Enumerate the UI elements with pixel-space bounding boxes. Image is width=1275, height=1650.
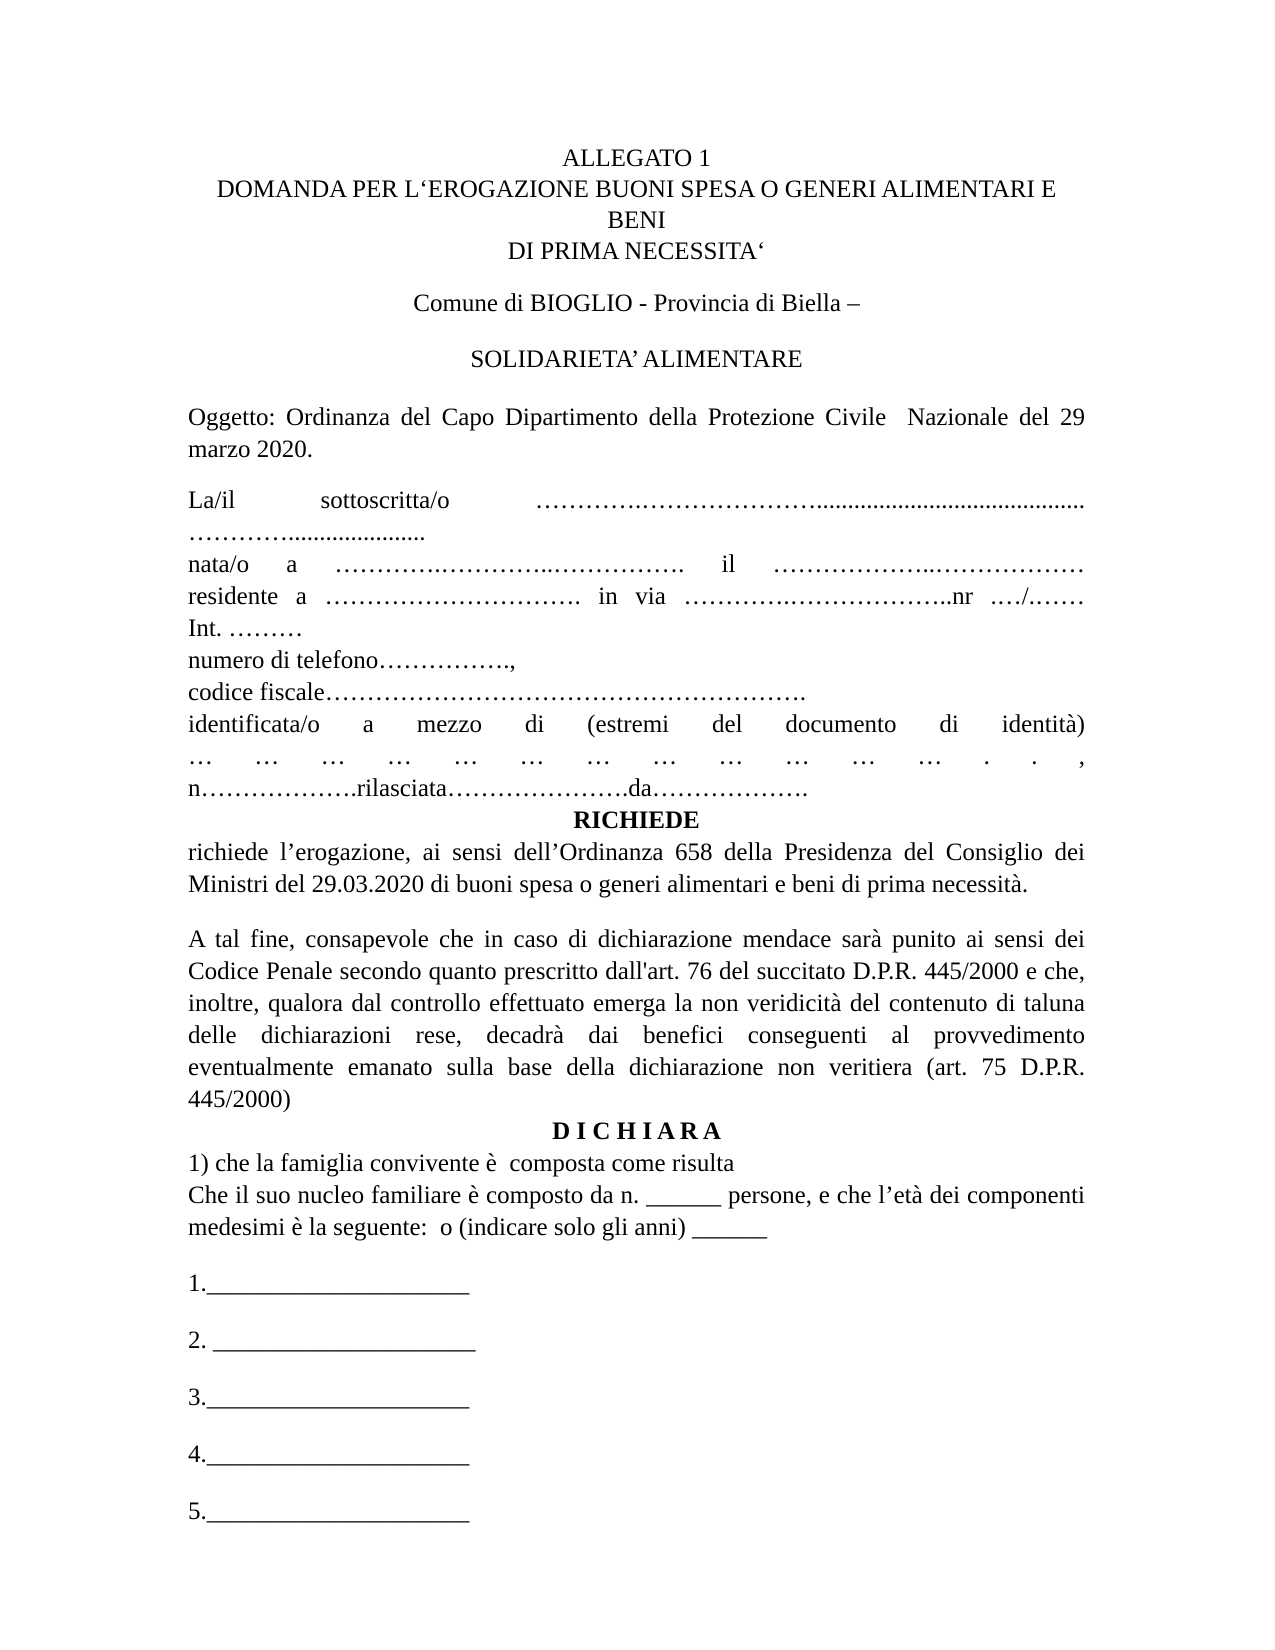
document-title-block	[188, 143, 1085, 267]
program-heading: SOLIDARIETA’ ALIMENTARE	[470, 346, 803, 373]
applicant-name-line: La/il sottoscritta/o ………….…………………...........................................	[188, 487, 1085, 514]
id-issue-line: n……………….rilasciata………………….da……………….	[188, 775, 809, 802]
fiscal-code-line: codice fiscale………………………………………………….	[188, 679, 806, 706]
doc-title-line-3: BENI	[607, 207, 666, 234]
richiede-heading: RICHIEDE	[573, 807, 700, 834]
household-member-line: 4._____________________	[188, 1441, 470, 1468]
applicant-name-line-2: …………......................	[188, 519, 426, 546]
birth-line: nata/o a ………….…………..……………. il ………………..………………	[188, 551, 1085, 578]
richiede-paragraph: richiede l’erogazione, ai sensi dell’Ordinanza 658 della Presidenza del Consiglio dei Ministri del 29.03.2020 di buoni spesa o generi alimentari e beni di prima necessità.	[188, 839, 1085, 898]
interior-line: Int. ………	[188, 615, 304, 642]
liability-paragraph: A tal fine, consapevole che in caso di dichiarazione mendace sarà punito ai sensi dei Codice Penale secondo quanto prescritto dall'art. 76 del succitato D.P.R. 445/2000 e che, inoltre, qualora dal controllo effettuato emerga la non veridicità del contenuto di taluna delle dichiarazioni rese, decadrà dai benefici conseguenti al provvedimento eventualmente emanato sulla base della dichiarazione non veritiera (art. 75 D.P.R. 445/2000)	[188, 926, 1085, 1113]
applicant-form-block	[188, 485, 1085, 805]
phone-line: numero di telefono…………….,	[188, 647, 516, 674]
household-member-line: 3._____________________	[188, 1384, 470, 1411]
doc-title-line-2: DOMANDA PER L‘EROGAZIONE BUONI SPESA O GENERI ALIMENTARI E	[216, 176, 1057, 203]
household-member-line: 1._____________________	[188, 1270, 470, 1297]
household-members-list	[188, 1268, 1085, 1528]
doc-title-line-4: DI PRIMA NECESSITA‘	[507, 238, 766, 265]
id-document-line: identificata/o a mezzo di (estremi del documento di identità)	[188, 711, 1085, 738]
id-document-dots-line: … … … … … … … … … … … … . . ,	[188, 743, 1085, 770]
household-member-line: 5._____________________	[188, 1498, 470, 1525]
household-member-line: 2. _____________________	[188, 1327, 476, 1354]
municipality-line: Comune di BIOGLIO - Provincia di Biella –	[413, 290, 860, 317]
household-size-paragraph: Che il suo nucleo familiare è composto da n. ______ persone, e che l’età dei componenti medesimi è la seguente: o (indicare solo gli anni) ______	[188, 1182, 1085, 1241]
declaration-point-1: 1) che la famiglia convivente è composta come risulta	[188, 1150, 735, 1177]
doc-title-line-1: ALLEGATO 1	[562, 145, 711, 172]
subject-paragraph: Oggetto: Ordinanza del Capo Dipartimento della Protezione Civile Nazionale del 29 marzo 2020.	[188, 404, 1085, 463]
residence-line: residente a …………………………. in via ………….………………..nr .…/.……	[188, 583, 1085, 610]
dichiara-heading: D I C H I A R A	[552, 1118, 721, 1145]
